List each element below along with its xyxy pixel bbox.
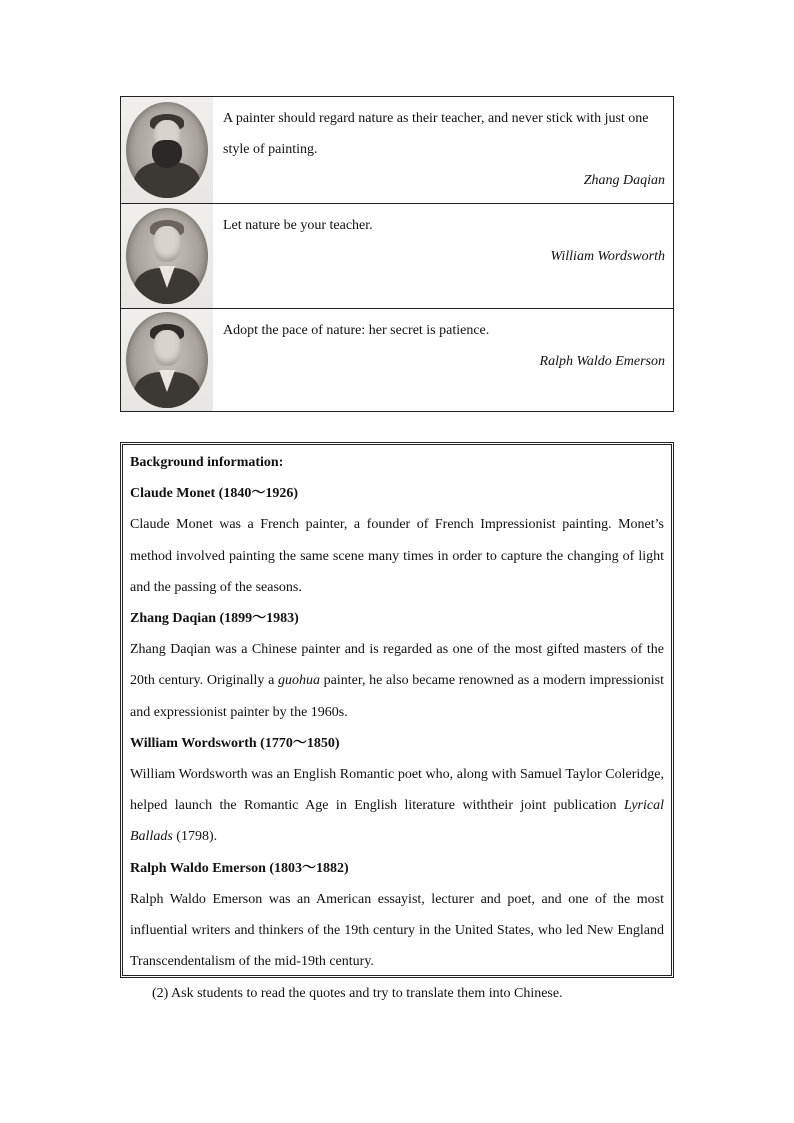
- background-info-box: [120, 442, 674, 978]
- portrait-cell: [121, 204, 213, 308]
- quotes-table: [120, 96, 674, 412]
- section-body-text: William Wordsworth was an English Romantic poet who, along with Samuel Taylor Coleridge, helped launch the Romantic Age in English literature withtheir joint publication: [130, 767, 664, 814]
- section-body: Ralph Waldo Emerson was an American essayist, lecturer and poet, and one of the most influential writers and thinkers of the 19th century in the United States, who led New England Transcendentalism of the mid-19th century.: [130, 891, 664, 970]
- quote-row: [121, 204, 673, 309]
- quote-text: A painter should regard nature as their teacher, and never stick with just one style of painting.: [223, 111, 649, 157]
- quote-author: Zhang Daqian: [583, 173, 665, 188]
- quote-cell: [213, 204, 673, 308]
- portrait-cell: [121, 309, 213, 411]
- quote-cell: [213, 97, 673, 203]
- portrait-cell: [121, 97, 213, 203]
- instruction-note: (2) Ask students to read the quotes and try to translate them into Chinese.: [152, 986, 563, 1001]
- quote-row: [121, 309, 673, 411]
- section-body: [130, 759, 664, 853]
- portrait-zhang-daqian-icon: [126, 102, 208, 198]
- quote-author: Ralph Waldo Emerson: [539, 354, 665, 369]
- section-body-text: (1798).: [172, 829, 218, 845]
- portrait-william-wordsworth-icon: [126, 208, 208, 304]
- section-heading: Claude Monet (1840～1926): [130, 486, 298, 502]
- section-body-text: painter, he also became renowned as a modern impressionist and expressionist painter by the 1960s.: [130, 673, 664, 720]
- section-body: [130, 634, 664, 728]
- quote-text: Let nature be your teacher.: [223, 218, 373, 233]
- section-body-text: Zhang Daqian was a Chinese painter and is regarded as one of the most gifted masters of the 20th century. Originally a: [130, 642, 664, 689]
- background-title: Background information:: [130, 455, 284, 470]
- section-body: Claude Monet was a French painter, a founder of French Impressionist painting. Monet’s method involved painting the same scene many times in order to capture the changing of light and the passing of the seasons.: [130, 517, 664, 595]
- portrait-ralph-waldo-emerson-icon: [126, 312, 208, 408]
- quote-row: [121, 97, 673, 204]
- section-heading: William Wordsworth (1770～1850): [130, 735, 340, 751]
- section-heading: Ralph Waldo Emerson (1803～1882): [130, 860, 349, 876]
- quote-author: William Wordsworth: [550, 249, 665, 264]
- quote-cell: [213, 309, 673, 411]
- section-heading: Zhang Daqian (1899～1983): [130, 611, 299, 627]
- section-body-italic: Lyrical Ballads: [130, 798, 664, 845]
- quote-text: Adopt the pace of nature: her secret is patience.: [223, 323, 490, 338]
- section-body-italic: guohua: [277, 673, 320, 689]
